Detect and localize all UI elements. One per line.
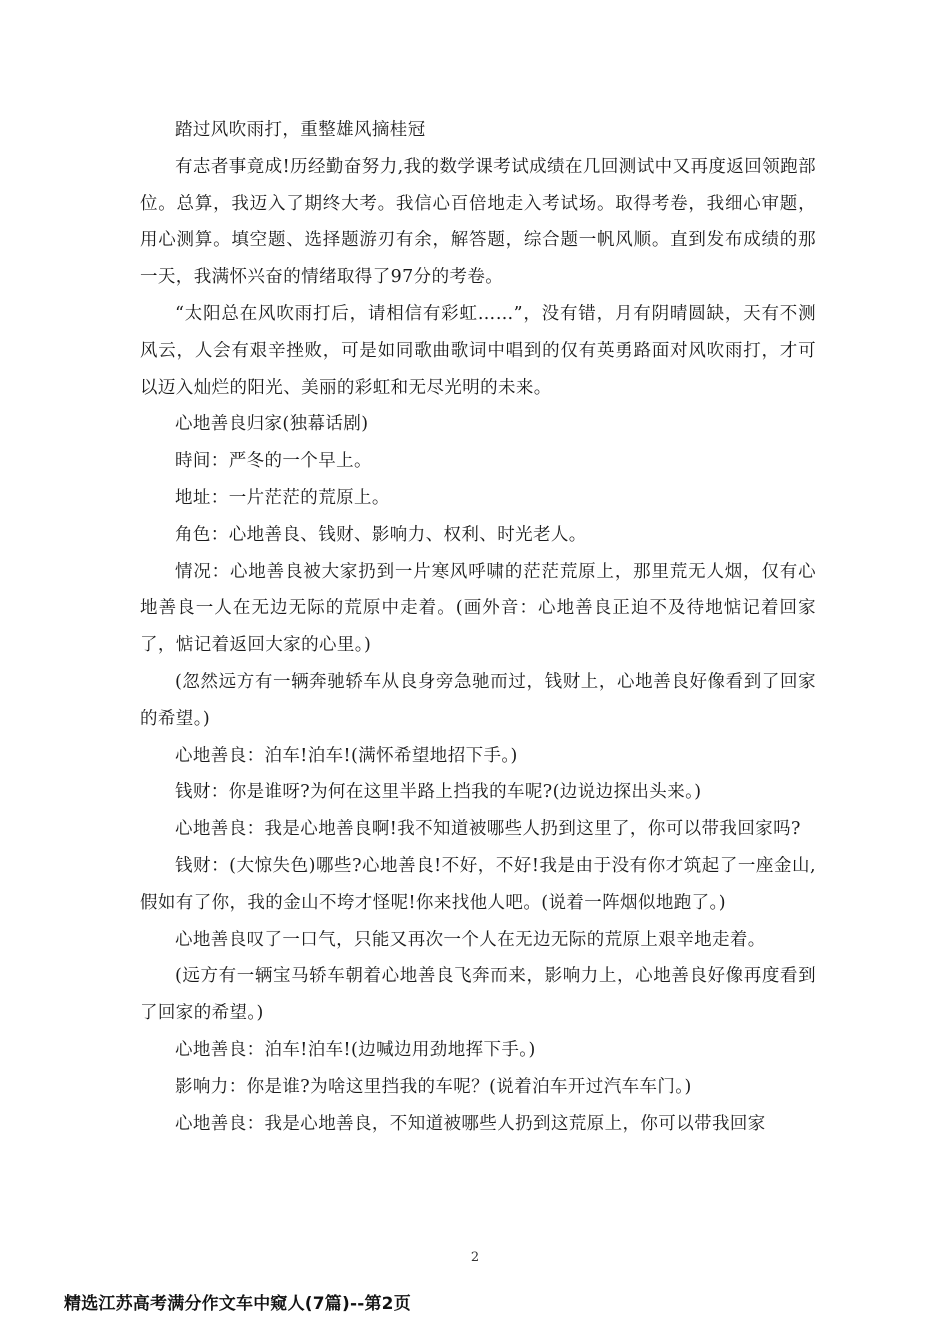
narration-line: 心地善良叹了一口气，只能又再次一个人在无边无际的荒原上艰辛地走着。 <box>175 929 766 950</box>
dialogue-line: 心地善良：泊车!泊车!(边喊边用劲地挥下手。) <box>175 1039 536 1060</box>
footer-title: 精选江苏高考满分作文车中窥人(7篇)--第2页 <box>64 1294 411 1314</box>
paragraph: “太阳总在风吹雨打后，请相信有彩虹……”，没有错，月有阴晴圆缺，天有不测风云，人会有艰辛挫败，可是如同歌曲歌词中唱到的仅有英勇路面对风吹雨打，才可以迈入灿烂的阳光、美丽的彩虹和无尽光明的未来。 <box>140 303 816 398</box>
stage-direction: (远方有一辆宝马轿车朝着心地善良飞奔而来，影响力上，心地善良好像再度看到了回家的希望。) <box>140 966 816 1024</box>
stage-direction: (忽然远方有一辆奔驰轿车从良身旁急驰而过，钱财上，心地善良好像看到了回家的希望。) <box>140 671 816 729</box>
play-characters: 角色：心地善良、钱财、影响力、权利、时光老人。 <box>175 524 587 545</box>
play-title: 心地善良归家(独幕话剧) <box>175 414 369 435</box>
page-number: 2 <box>470 1250 480 1265</box>
dialogue-line: 心地善良：我是心地善良，不知道被哪些人扔到这荒原上，你可以带我回家 <box>175 1113 766 1134</box>
dialogue-line: 心地善良：泊车!泊车!(满怀希望地招下手。) <box>175 745 518 766</box>
dialogue-line: 钱财：你是谁呀?为何在这里半路上挡我的车呢?(边说边探出头来。) <box>175 782 702 803</box>
play-time: 時间：严冬的一个早上。 <box>175 451 372 472</box>
document-body <box>140 112 816 1142</box>
section-heading: 踏过风吹雨打，重整雄风摘桂冠 <box>175 120 426 140</box>
play-situation: 情况：心地善良被大家扔到一片寒风呼啸的茫茫荒原上，那里荒无人烟，仅有心地善良一人在无边无际的荒原中走着。(画外音：心地善良正迫不及待地惦记着回家了，惦记着返回大家的心里。) <box>140 561 816 656</box>
dialogue-line: 影响力：你是谁?为啥这里挡我的车呢？(说着泊车开过汽车车门。) <box>175 1076 692 1097</box>
play-location: 地址：一片茫茫的荒原上。 <box>175 487 390 508</box>
dialogue-line: 心地善良：我是心地善良啊!我不知道被哪些人扔到这里了，你可以带我回家吗? <box>175 819 801 840</box>
dialogue-line: 钱财：(大惊失色)哪些?心地善良!不好，不好!我是由于没有你才筑起了一座金山,假如有了你，我的金山不垮才怪呢!你来找他人吧。(说着一阵烟似地跑了。) <box>140 855 816 913</box>
paragraph: 有志者事竟成!历经勤奋努力,我的数学课考试成绩在几回测试中又再度返回领跑部位。总算，我迈入了期终大考。我信心百倍地走入考试场。取得考卷，我细心审题，用心测算。填空题、选择题游刃有余，解答题，综合题一帆风顺。直到发布成绩的那一天，我满怀兴奋的情绪取得了97分的考卷。 <box>140 156 816 288</box>
